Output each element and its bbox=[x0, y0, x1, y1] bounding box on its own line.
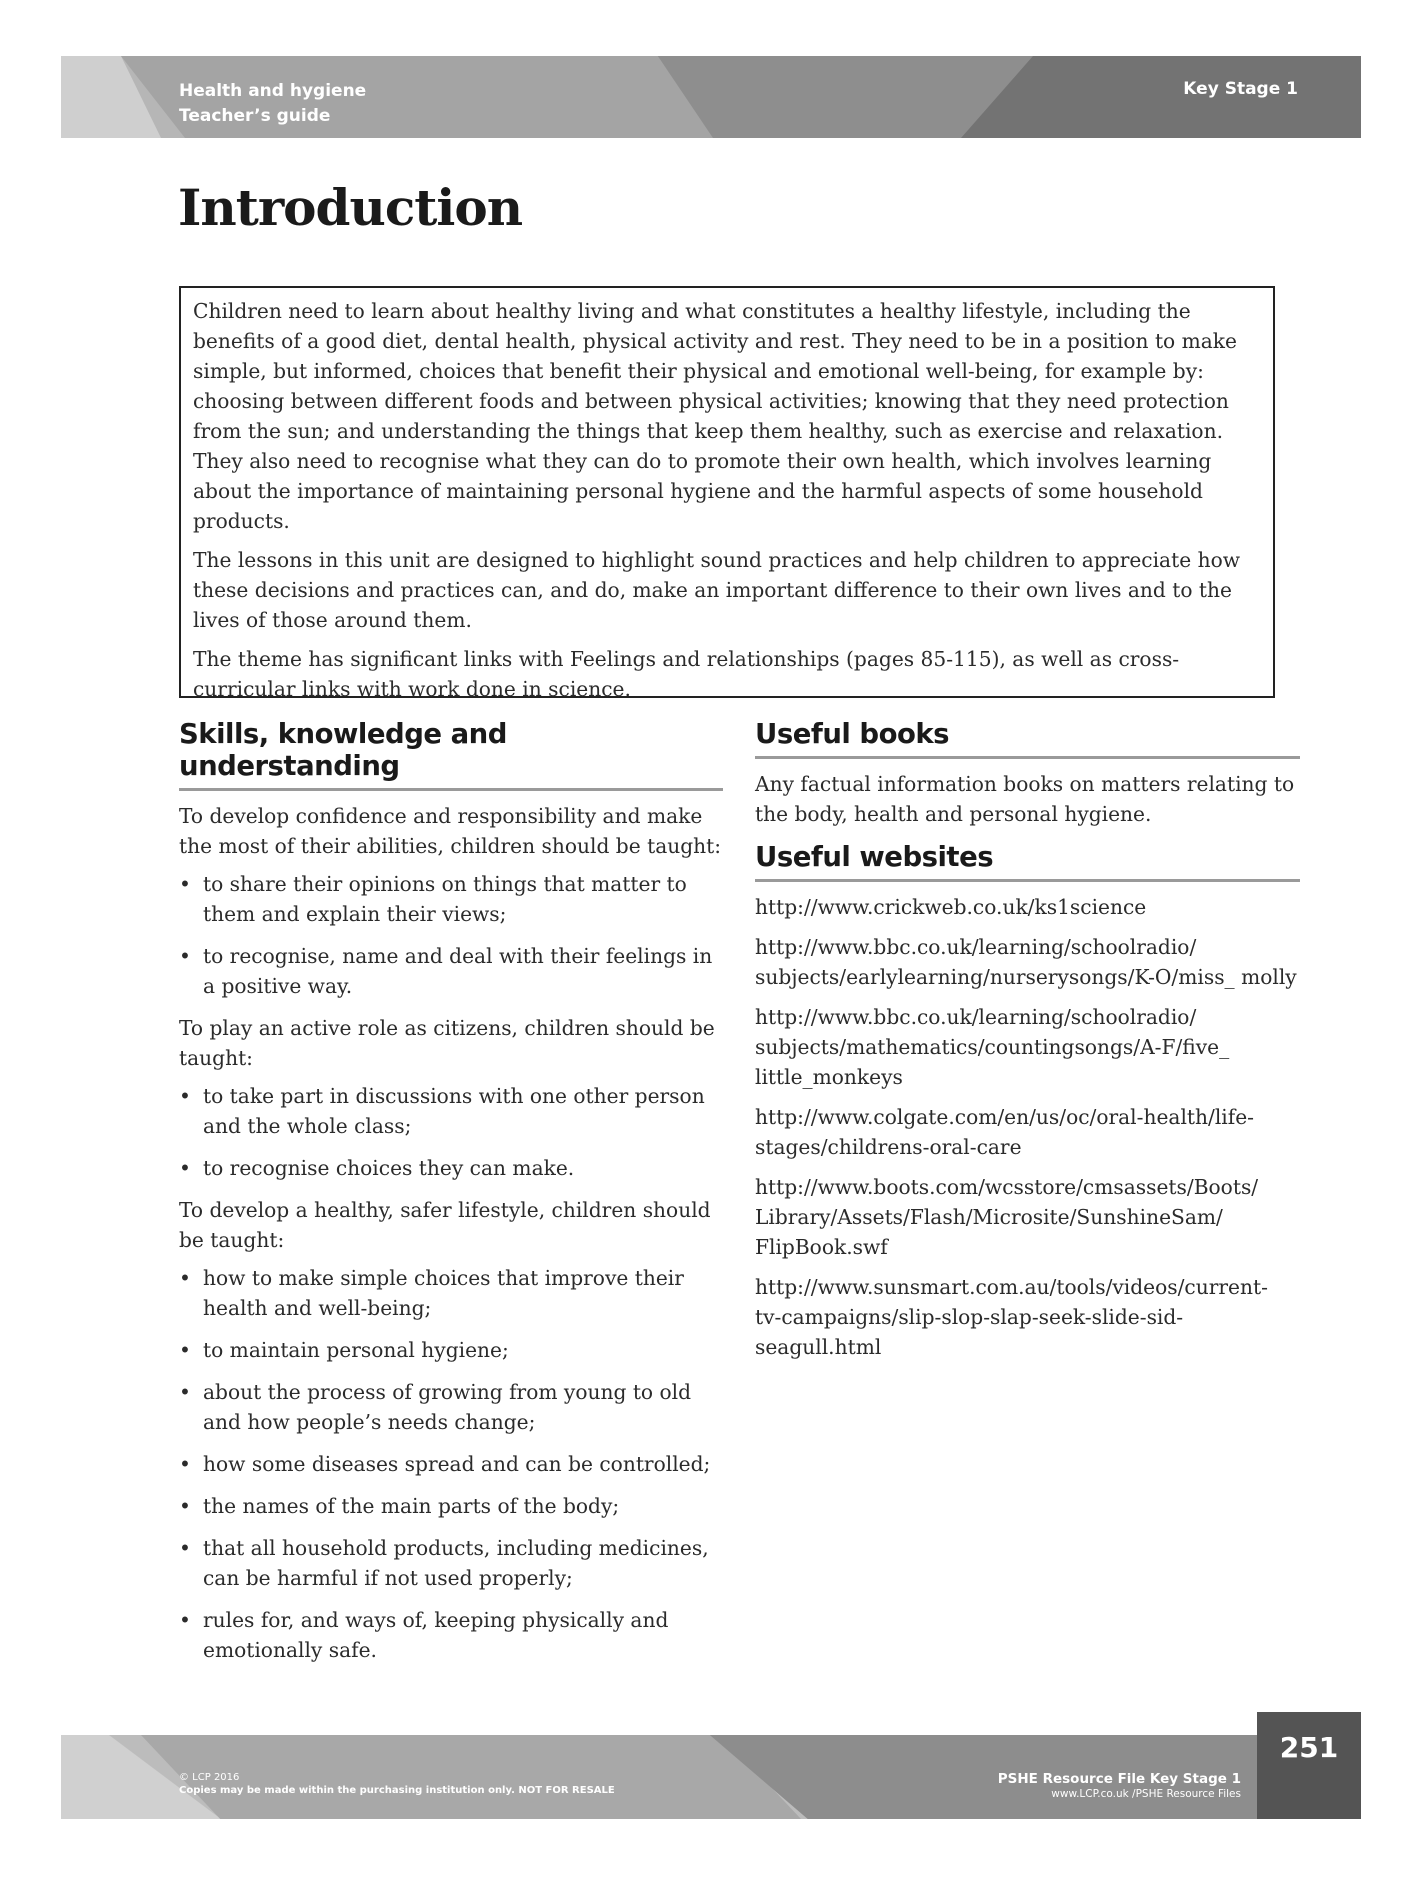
list-item bbox=[179, 1533, 723, 1593]
website-link[interactable]: http://www.bbc.co.uk/learning/schoolradio/ subjects/earlylearning/nurserysongs/K-O/miss_ molly bbox=[755, 935, 1297, 989]
bullet-icon: • bbox=[179, 1536, 191, 1560]
list-item bbox=[179, 1081, 723, 1141]
skills-intro: To play an active role as citizens, children should be taught: bbox=[179, 1016, 715, 1070]
footer-band bbox=[61, 1735, 1257, 1819]
list-item bbox=[179, 1153, 723, 1183]
skills-column bbox=[179, 718, 723, 1677]
bullet-icon: • bbox=[179, 1452, 191, 1476]
skills-list bbox=[179, 869, 723, 1001]
websites-section bbox=[755, 841, 1300, 1362]
header-band bbox=[61, 56, 1361, 138]
list-item-text: that all household products, including medicines, can be harmful if not used properly; bbox=[203, 1536, 709, 1590]
list-item bbox=[179, 1491, 723, 1521]
resource-site: www.LCP.co.uk /PSHE Resource Files bbox=[1051, 1788, 1241, 1800]
books-text: Any factual information books on matters relating to the body, health and personal hygiene. bbox=[755, 772, 1295, 826]
bullet-icon: • bbox=[179, 1380, 191, 1404]
bullet-icon: • bbox=[179, 1494, 191, 1518]
intro-paragraph: The theme has significant links with Feelings and relationships (pages 85-115), as well as cross-curricular links with work done in science. bbox=[193, 647, 1180, 701]
list-item-text: to share their opinions on things that matter to them and explain their views; bbox=[203, 872, 687, 926]
list-item bbox=[179, 1605, 723, 1665]
header-title bbox=[179, 79, 366, 129]
list-item-text: to maintain personal hygiene; bbox=[203, 1338, 509, 1362]
list-item bbox=[179, 1449, 723, 1479]
resource-title: PSHE Resource File Key Stage 1 bbox=[997, 1771, 1241, 1787]
intro-paragraph: Children need to learn about healthy living and what constitutes a healthy lifestyle, including the benefits of a good diet, dental health, physical activity and rest. They need to be in a position to make simple, but informed, choices that benefit their physical and emotional well-being, for example by: choosing between different foods and between physical activities; knowing that they need protection from the sun; and understanding the things that keep them healthy, such as exercise and relaxation. They also need to recognise what they can do to promote their own health, which involves learning about the importance of maintaining personal hygiene and the harmful aspects of some household products. bbox=[193, 299, 1237, 533]
website-link[interactable]: http://www.bbc.co.uk/learning/schoolradio/ subjects/mathematics/countingsongs/A-F/five_ little_monkeys bbox=[755, 1005, 1230, 1089]
copyright-text: © LCP 2016 bbox=[179, 1772, 240, 1783]
bullet-icon: • bbox=[179, 944, 191, 968]
intro-paragraph: The lessons in this unit are designed to highlight sound practices and help children to appreciate how these decisions and practices can, and do, make an important difference to their own lives and to the lives of those around them. bbox=[193, 548, 1240, 632]
list-item-text: the names of the main parts of the body; bbox=[203, 1494, 620, 1518]
books-heading: Useful books bbox=[755, 718, 1300, 759]
websites-heading: Useful websites bbox=[755, 841, 1300, 882]
skills-intro: To develop confidence and responsibility and make the most of their abilities, children should be taught: bbox=[179, 804, 722, 858]
website-link[interactable]: http://www.sunsmart.com.au/tools/videos/current- tv-campaigns/slip-slop-slap-seek-slide-sid-seagull.html bbox=[755, 1275, 1268, 1359]
bullet-icon: • bbox=[179, 872, 191, 896]
intro-box bbox=[179, 286, 1275, 701]
page-title: Introduction bbox=[178, 178, 523, 237]
list-item bbox=[179, 1263, 723, 1323]
bullet-icon: • bbox=[179, 1338, 191, 1362]
list-item bbox=[179, 941, 723, 1001]
page-number-text: 251 bbox=[1279, 1731, 1339, 1764]
footer-copyright bbox=[179, 1771, 615, 1797]
list-item-text: to recognise, name and deal with their feelings in a positive way. bbox=[203, 944, 713, 998]
key-stage-label: Key Stage 1 bbox=[1183, 79, 1298, 99]
bullet-icon: • bbox=[179, 1608, 191, 1632]
website-link[interactable]: http://www.colgate.com/en/us/oc/oral-health/life- stages/childrens-oral-care bbox=[755, 1105, 1254, 1159]
header-line-1: Health and hygiene bbox=[179, 81, 367, 101]
list-item-text: how to make simple choices that improve their health and well-being; bbox=[203, 1266, 684, 1320]
resale-notice: Copies may be made within the purchasing institution only. NOT FOR RESALE bbox=[179, 1785, 615, 1796]
list-item-text: about the process of growing from young to old and how people’s needs change; bbox=[203, 1380, 692, 1434]
list-item-text: to take part in discussions with one other person and the whole class; bbox=[203, 1084, 705, 1138]
list-item bbox=[179, 869, 723, 929]
skills-list bbox=[179, 1263, 723, 1665]
header-line-2: Teacher’s guide bbox=[179, 106, 331, 126]
website-link[interactable]: http://www.crickweb.co.uk/ks1science bbox=[755, 895, 1147, 919]
footer-resource bbox=[998, 1771, 1241, 1801]
bullet-icon: • bbox=[179, 1156, 191, 1180]
website-link[interactable]: http://www.boots.com/wcsstore/cmsassets/Boots/ Library/Assets/Flash/Microsite/SunshineSam/ FlipBook.swf bbox=[755, 1175, 1259, 1259]
bullet-icon: • bbox=[179, 1084, 191, 1108]
skills-intro: To develop a healthy, safer lifestyle, children should be taught: bbox=[179, 1198, 711, 1252]
page-number bbox=[1257, 1712, 1361, 1819]
list-item-text: to recognise choices they can make. bbox=[203, 1156, 575, 1180]
bullet-icon: • bbox=[179, 1266, 191, 1290]
list-item-text: how some diseases spread and can be controlled; bbox=[203, 1452, 711, 1476]
list-item bbox=[179, 1335, 723, 1365]
skills-heading: Skills, knowledge and understanding bbox=[179, 718, 723, 791]
skills-list bbox=[179, 1081, 723, 1183]
list-item-text: rules for, and ways of, keeping physically and emotionally safe. bbox=[203, 1608, 669, 1662]
resources-column bbox=[755, 718, 1300, 1362]
list-item bbox=[179, 1377, 723, 1437]
